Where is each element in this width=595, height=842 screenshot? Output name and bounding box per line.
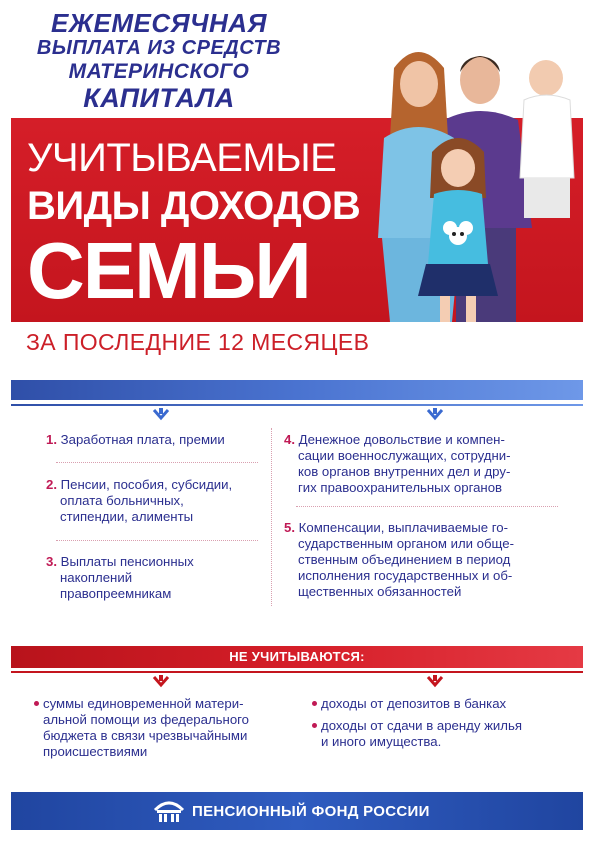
not-counted-item-3 [312, 718, 522, 750]
item-text: суммы единовременной матери- [43, 696, 244, 711]
income-item-1 [46, 432, 225, 448]
item-text: гих правоохранительных органов [298, 480, 503, 495]
item-text: Выплаты пенсионных [60, 554, 194, 569]
arrow-down-icon [426, 675, 444, 689]
item-number: 5. [284, 520, 295, 535]
item-number: 2. [46, 477, 57, 492]
divider [56, 540, 258, 541]
item-text: бюджета в связи чрезвычайными [43, 728, 248, 743]
item-text: сударственным органом или обще- [298, 536, 514, 551]
red-strip-line [11, 671, 583, 673]
not-counted-item-1 [34, 696, 249, 760]
arrow-down-icon [152, 408, 170, 422]
arrow-down-icon [426, 408, 444, 422]
title-line-1: ЕЖЕМЕСЯЧНАЯ [51, 8, 267, 38]
title-line-4: КАПИТАЛА [83, 83, 235, 113]
item-text: Денежное довольствие и компен- [298, 432, 505, 447]
income-item-2 [46, 477, 232, 525]
item-text: ственным объединением в период [298, 552, 511, 567]
title-line-3: МАТЕРИНСКОГО [68, 60, 250, 83]
family-photo [348, 28, 584, 322]
page-title [34, 10, 284, 112]
banner-line-1: УЧИТЫВАЕМЫЕ [27, 136, 337, 180]
item-number: 4. [284, 432, 295, 447]
arrow-down-icon [152, 675, 170, 689]
bullet-icon [34, 701, 39, 706]
item-text: стипендии, алименты [60, 509, 194, 524]
item-text: щественных обязанностей [298, 584, 462, 599]
item-text: доходы от депозитов в банках [321, 696, 507, 711]
blue-strip [11, 380, 583, 400]
item-text: накоплений [60, 570, 133, 585]
bullet-icon [312, 701, 317, 706]
item-text: и иного имущества. [321, 734, 442, 749]
item-text: Компенсации, выплачиваемые го- [298, 520, 508, 535]
pfr-logo-icon [152, 798, 186, 824]
income-item-4 [284, 432, 511, 496]
divider [56, 462, 258, 463]
item-text: исполнения государственных и об- [298, 568, 513, 583]
item-text: происшествиями [43, 744, 148, 759]
period-heading: ЗА ПОСЛЕДНИЕ 12 МЕСЯЦЕВ [26, 329, 370, 355]
income-item-5 [284, 520, 514, 600]
not-counted-heading: НЕ УЧИТЫВАЮТСЯ: [229, 649, 365, 664]
item-number: 1. [46, 432, 57, 447]
banner-line-2: ВИДЫ ДОХОДОВ [27, 184, 361, 228]
title-line-2: ВЫПЛАТА ИЗ СРЕДСТВ [36, 37, 282, 59]
footer-bar [11, 792, 583, 830]
item-number: 3. [46, 554, 57, 569]
item-text: альной помощи из федерального [43, 712, 250, 727]
divider [296, 506, 558, 507]
item-text: сации военнослужащих, сотрудни- [298, 448, 511, 463]
bullet-icon [312, 723, 317, 728]
not-counted-item-2 [312, 696, 506, 712]
item-text: доходы от сдачи в аренду жилья [321, 718, 522, 733]
item-text: оплата больничных, [60, 493, 184, 508]
blue-strip-line [11, 404, 583, 406]
not-counted-banner [11, 646, 583, 668]
item-text: Пенсии, пособия, субсидии, [60, 477, 233, 492]
column-divider [271, 428, 272, 606]
item-text: правопреемникам [60, 586, 172, 601]
income-item-3 [46, 554, 194, 602]
org-name: ПЕНСИОННЫЙ ФОНД РОССИИ [192, 803, 430, 820]
baby-figure [520, 60, 574, 218]
item-text: ков органов внутренних дел и дру- [298, 464, 511, 479]
item-text: Заработная плата, премии [60, 432, 225, 447]
banner-line-3: СЕМЬИ [27, 226, 310, 315]
